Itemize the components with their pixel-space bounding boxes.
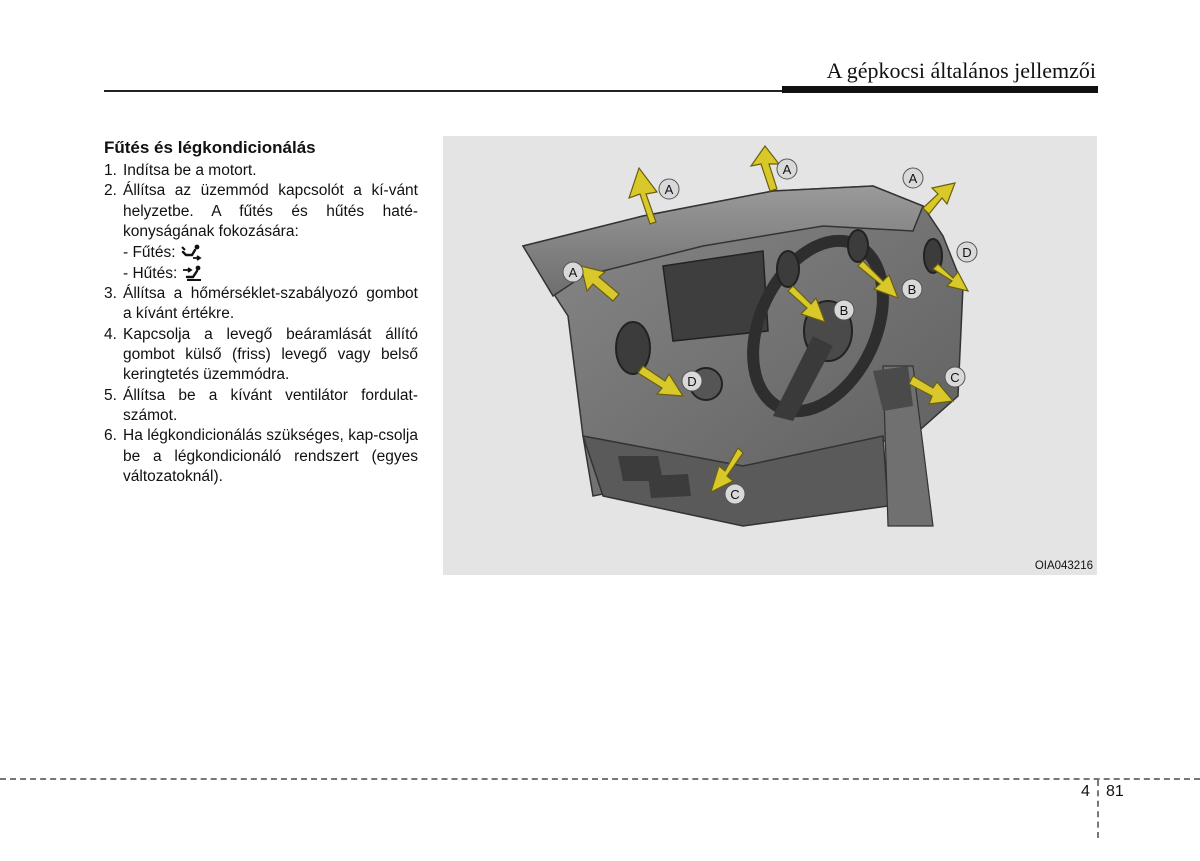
chapter-number: 4 xyxy=(1081,783,1090,800)
step-text: Állítsa be a kívánt ventilátor fordulat-számot. xyxy=(123,386,418,424)
step-number: 3. xyxy=(104,285,117,303)
sub-item-label: - Fűtés: xyxy=(123,243,176,261)
vent-label: B xyxy=(907,282,917,297)
heating-sub-item xyxy=(123,242,418,263)
vent-label: C xyxy=(950,370,960,385)
page-header-title: A gépkocsi általános jellemzői xyxy=(826,58,1096,83)
step-text: Ha légkondicionálás szükséges, kap-csolja be a légkondicionáló rendszert (egyes változatoknál). xyxy=(123,427,418,485)
face-vent-mode-icon xyxy=(181,265,203,283)
footer-divider xyxy=(1097,780,1099,838)
arrow-a-right xyxy=(923,183,955,214)
instructions-column xyxy=(104,137,418,487)
step-text: Állítsa az üzemmód kapcsolót a kí-vánt helyzetbe. A fűtés és hűtés haté-konyságának fokozására: xyxy=(123,182,418,240)
dashboard-vents-illustration xyxy=(443,136,1097,575)
header-rule-accent xyxy=(782,86,1098,93)
vent-label: A xyxy=(664,182,674,197)
vent-label: A xyxy=(908,171,918,186)
list-item xyxy=(104,426,418,487)
step-text: Kapcsolja a levegő beáramlását állító gombot külső (friss) levegő vagy belső keringtetés üzemmódra. xyxy=(123,325,418,384)
step-text: Állítsa a hőmérséklet-szabályozó gombot a kívánt értékre. xyxy=(123,285,418,323)
list-item xyxy=(104,181,418,242)
section-title: Fűtés és légkondicionálás xyxy=(104,138,316,157)
list-item xyxy=(104,325,418,386)
vent-label: A xyxy=(782,162,792,177)
vent-label: C xyxy=(730,487,740,502)
step-text: Indítsa be a motort. xyxy=(123,162,257,179)
footer-rule xyxy=(0,778,1200,780)
vent-label: B xyxy=(839,303,849,318)
step-number: 2. xyxy=(104,182,117,200)
list-item xyxy=(104,242,418,284)
page-number: 81 xyxy=(1106,783,1124,800)
list-item xyxy=(104,284,418,325)
step-number: 6. xyxy=(104,427,117,445)
vent-label: D xyxy=(687,374,697,389)
list-item xyxy=(104,161,418,181)
arrow-a-center xyxy=(751,146,779,191)
step-number: 1. xyxy=(104,162,117,179)
step-number: 5. xyxy=(104,386,117,404)
steps-list xyxy=(104,161,418,487)
figure-code: OIA043216 xyxy=(1034,560,1093,572)
dashboard-drawing xyxy=(443,136,1097,575)
cooling-sub-item xyxy=(123,263,418,284)
step-number: 4. xyxy=(104,325,117,343)
vent-label: A xyxy=(568,265,578,280)
list-item xyxy=(104,386,418,427)
floor-heat-mode-icon xyxy=(180,244,202,262)
sub-item-label: - Hűtés: xyxy=(123,264,178,282)
vent-label: D xyxy=(962,245,972,260)
